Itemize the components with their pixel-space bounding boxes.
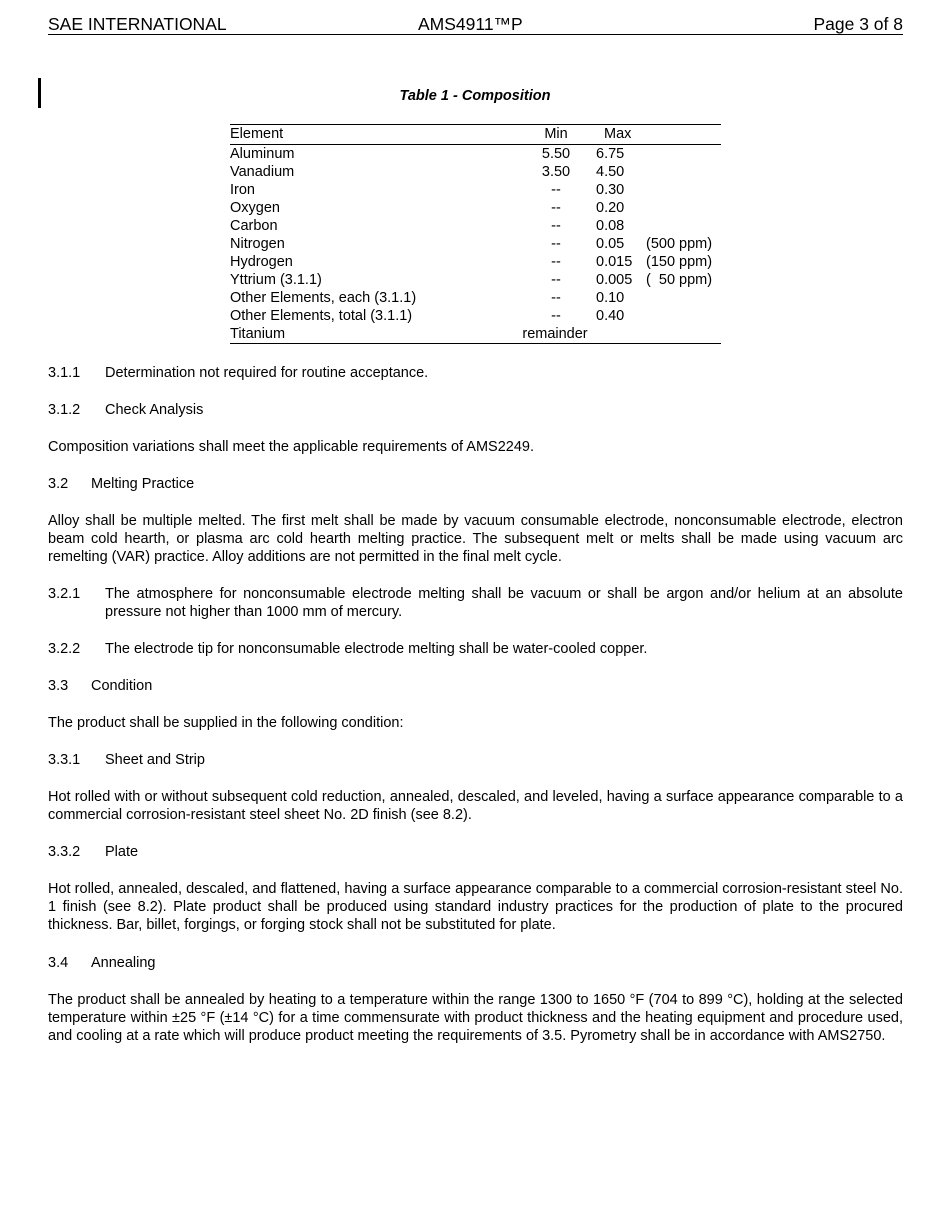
max-cell: 6.75 bbox=[596, 146, 625, 162]
min-cell: -- bbox=[551, 182, 561, 198]
element-cell: Yttrium (3.1.1) bbox=[230, 272, 322, 288]
min-cell: 3.50 bbox=[541, 164, 571, 180]
column-header-min: Min bbox=[544, 126, 568, 142]
remainder-cell: remainder bbox=[522, 326, 588, 342]
section-title: Sheet and Strip bbox=[105, 752, 205, 768]
table-header-row bbox=[230, 125, 721, 144]
min-cell: -- bbox=[551, 290, 561, 306]
table-row bbox=[230, 235, 721, 253]
table-caption: Table 1 - Composition bbox=[399, 88, 551, 104]
section-title: Plate bbox=[105, 844, 139, 860]
min-cell: -- bbox=[551, 254, 561, 270]
header-page-number: Page 3 of 8 bbox=[813, 14, 903, 34]
min-cell: -- bbox=[551, 236, 561, 252]
table-row bbox=[230, 289, 721, 307]
paragraph-3-4: The product shall be annealed by heating to a temperature within the range 1300 to 1650 °F (704 to 899 °C), holding at the selected temperature within ±25 °F (±14 °C) for a time commensurate with product thickness and the heating equipment and procedure used, and cooling at a rate which will produce product meeting the requirements of 3.5. Pyrometry shall be in accordance with AMS2750. bbox=[48, 992, 903, 1044]
section-number: 3.3.2 bbox=[48, 844, 81, 860]
section-text: The electrode tip for nonconsumable electrode melting shall be water-cooled copper. bbox=[105, 641, 648, 657]
table-bottom-rule bbox=[230, 343, 721, 344]
max-cell: 0.20 bbox=[596, 200, 625, 216]
header-organization: SAE INTERNATIONAL bbox=[48, 14, 227, 34]
element-cell: Oxygen bbox=[230, 200, 280, 216]
table-row bbox=[230, 253, 721, 271]
paragraph-3-1-2: Composition variations shall meet the applicable requirements of AMS2249. bbox=[48, 439, 535, 455]
element-cell: Nitrogen bbox=[230, 236, 285, 252]
page-header bbox=[48, 12, 903, 35]
ppm-note-cell: (500 ppm) bbox=[646, 236, 713, 252]
section-number: 3.4 bbox=[48, 955, 69, 971]
element-cell: Aluminum bbox=[230, 146, 295, 162]
element-cell: Other Elements, each (3.1.1) bbox=[230, 290, 417, 306]
table-row-remainder bbox=[230, 325, 721, 343]
section-title: Melting Practice bbox=[91, 476, 195, 492]
element-cell: Carbon bbox=[230, 218, 278, 234]
composition-table bbox=[230, 124, 721, 344]
section-number: 3.1.1 bbox=[48, 365, 81, 381]
max-cell: 0.30 bbox=[596, 182, 625, 198]
section-title: Annealing bbox=[91, 955, 156, 971]
max-cell: 0.05 bbox=[596, 236, 625, 252]
paragraph-3-3-2: Hot rolled, annealed, descaled, and flattened, having a surface appearance comparable to a commercial corrosion-resistant steel No. 1 finish (see 8.2). Plate product shall be produced using standard industry practices for the production of plate to the procured thickness. Bar, billet, forgings, or forging stock shall not be substituted for plate. bbox=[48, 881, 903, 933]
element-cell: Vanadium bbox=[230, 164, 295, 180]
header-document-number: AMS4911™P bbox=[418, 14, 523, 34]
table-row bbox=[230, 181, 721, 199]
ppm-note-cell: ( 50 ppm) bbox=[646, 272, 713, 288]
ppm-note-cell: (150 ppm) bbox=[646, 254, 713, 270]
min-cell: -- bbox=[551, 272, 561, 288]
section-text: The atmosphere for nonconsumable electrode melting shall be vacuum or shall be argon and/or helium at an absolute pressure not higher than 1000 mm of mercury. bbox=[105, 586, 903, 620]
max-cell: 0.10 bbox=[596, 290, 625, 306]
section-number: 3.2.1 bbox=[48, 586, 81, 602]
section-title: Check Analysis bbox=[105, 402, 204, 418]
table-row bbox=[230, 199, 721, 217]
element-cell: Titanium bbox=[230, 326, 286, 342]
element-cell: Other Elements, total (3.1.1) bbox=[230, 308, 413, 324]
min-cell: 5.50 bbox=[541, 146, 571, 162]
table-row bbox=[230, 217, 721, 235]
column-header-element: Element bbox=[230, 126, 284, 142]
min-cell: -- bbox=[551, 218, 561, 234]
section-number: 3.2 bbox=[48, 476, 69, 492]
table-row bbox=[230, 307, 721, 325]
max-cell: 0.40 bbox=[596, 308, 625, 324]
table-row bbox=[230, 145, 721, 163]
section-number: 3.1.2 bbox=[48, 402, 81, 418]
element-cell: Hydrogen bbox=[230, 254, 293, 270]
min-cell: -- bbox=[551, 200, 561, 216]
paragraph-3-2: Alloy shall be multiple melted. The first melt shall be made by vacuum consumable electrode, nonconsumable electrode, electron beam cold hearth, or plasma arc cold hearth melting practice. The subsequent melt or melts shall be made using vacuum arc remelting (VAR) practice. Alloy additions are not permitted in the final melt cycle. bbox=[48, 513, 903, 565]
paragraph-3-3: The product shall be supplied in the following condition: bbox=[48, 715, 404, 731]
paragraph-3-3-1: Hot rolled with or without subsequent cold reduction, annealed, descaled, and leveled, having a surface appearance comparable to a commercial corrosion-resistant steel sheet No. 2D finish (see 8.2). bbox=[48, 789, 903, 823]
min-cell: -- bbox=[551, 308, 561, 324]
section-title: Condition bbox=[91, 678, 153, 694]
section-3-2-1 bbox=[48, 585, 903, 621]
max-cell: 0.08 bbox=[596, 218, 625, 234]
section-number: 3.2.2 bbox=[48, 641, 81, 657]
table-row bbox=[230, 271, 721, 289]
section-number: 3.3.1 bbox=[48, 752, 81, 768]
table-row bbox=[230, 163, 721, 181]
max-cell: 0.015 bbox=[596, 254, 633, 270]
element-cell: Iron bbox=[230, 182, 255, 198]
section-text: Determination not required for routine acceptance. bbox=[105, 365, 429, 381]
column-header-max: Max bbox=[604, 126, 632, 142]
section-number: 3.3 bbox=[48, 678, 69, 694]
table-body bbox=[230, 145, 721, 325]
max-cell: 4.50 bbox=[596, 164, 625, 180]
max-cell: 0.005 bbox=[596, 272, 633, 288]
